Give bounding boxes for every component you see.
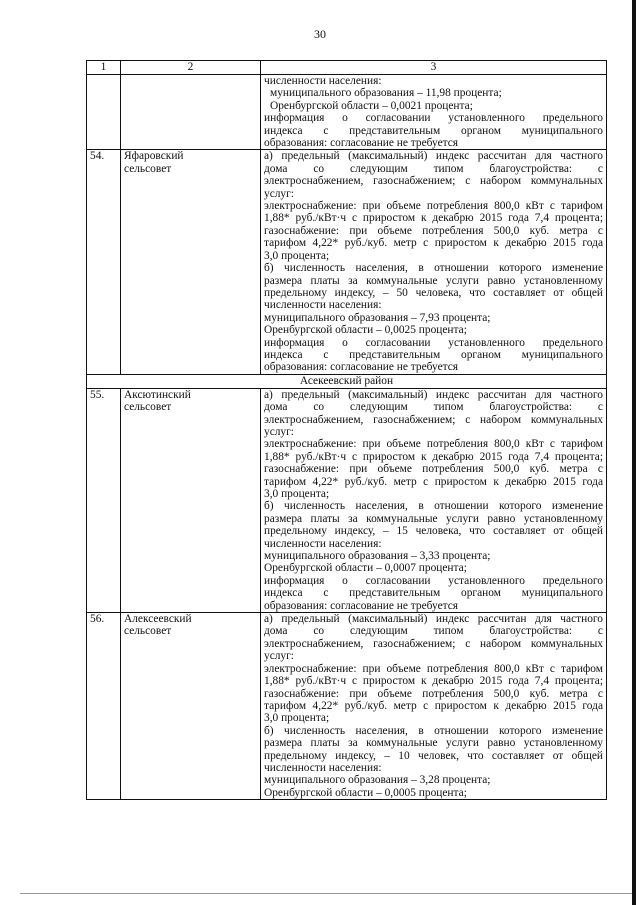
row-number: 55.	[87, 388, 121, 612]
content-line: предельному индексу, – 15 человека, что составляет от общей	[264, 525, 603, 538]
content-line: информация о согласовании установленного предельного	[264, 336, 603, 349]
content-line: муниципального образования – 11,98 процента;	[270, 87, 502, 100]
content-line: газоснабжение: при объеме потребления 500,0 куб. метра с	[264, 224, 603, 237]
row-name	[121, 75, 261, 150]
content-line: дома со следующим типом благоустройства: с	[264, 401, 603, 414]
content-line: 3,0 процента;	[264, 488, 330, 500]
content-line: 1,88* руб./кВт·ч с приростом к декабрю 2015 года 7,4 процента;	[264, 450, 603, 463]
row-content	[261, 75, 607, 150]
content-line: электроснабжение: при объеме потребления 800,0 кВт с тарифом	[264, 438, 603, 451]
page-number: 30	[314, 27, 326, 41]
row-name-line: сельсовет	[124, 162, 172, 175]
row-name-line: сельсовет	[124, 401, 172, 414]
content-line: электроснабжением, газоснабжением; с набором коммунальных	[264, 637, 603, 650]
header-col-2: 2	[121, 61, 261, 75]
content-line: муниципального образования – 3,28 процента;	[264, 774, 491, 787]
content-line: услуг:	[264, 650, 294, 663]
scan-bottom-line	[20, 893, 632, 894]
content-line: услуг:	[264, 187, 294, 200]
content-line: численности населения:	[264, 761, 382, 774]
district-name: Асекеевский район	[87, 374, 607, 388]
content-line: а) предельный (максимальный) индекс рассчитан для частного	[264, 150, 603, 163]
header-col-3: 3	[261, 61, 607, 75]
content-line: 3,0 процента;	[264, 249, 330, 262]
content-line: а) предельный (максимальный) индекс рассчитан для частного	[264, 388, 603, 401]
row-content	[261, 613, 607, 800]
row-name	[121, 150, 261, 374]
row-name	[121, 613, 261, 800]
content-line: электроснабжение: при объеме потребления 800,0 кВт с тарифом	[264, 662, 603, 675]
content-line: предельному индексу, – 10 человек, что составляет от общей	[264, 749, 603, 762]
content-line: электроснабжением, газоснабжением; с набором коммунальных	[264, 175, 603, 188]
row-content	[261, 150, 607, 374]
content-line: тарифом 4,22* руб./куб. метр с приростом к декабрю 2015 года	[264, 237, 603, 250]
content-line: дома со следующим типом благоустройства: с	[264, 625, 603, 638]
content-line: 1,88* руб./кВт·ч с приростом к декабрю 2015 года 7,4 процента;	[264, 212, 603, 225]
row-name	[121, 388, 261, 612]
content-line: Оренбургской области – 0,0025 процента;	[264, 324, 467, 337]
content-line: Оренбургской области – 0,0007 процента;	[264, 562, 467, 575]
content-line: газоснабжение: при объеме потребления 500,0 куб. метра с	[264, 463, 603, 476]
content-line: размера платы за коммунальные услуги равно установленному	[264, 737, 603, 750]
row-name-line: сельсовет	[124, 625, 172, 638]
row-number: 54.	[87, 150, 121, 374]
content-line: электроснабжение: при объеме потребления 800,0 кВт с тарифом	[264, 200, 603, 213]
content-line: информация о согласовании установленного предельного	[264, 574, 603, 587]
table-header-row	[87, 61, 607, 75]
content-line: тарифом 4,22* руб./куб. метр с приростом к декабрю 2015 года	[264, 475, 603, 488]
row-number	[87, 75, 121, 150]
content-line: дома со следующим типом благоустройства: с	[264, 162, 603, 175]
content-line: индекса с представительным органом муниципального	[264, 348, 603, 361]
content-line: размера платы за коммунальные услуги равно установленному	[264, 512, 603, 525]
row-name-line: Алексеевский	[124, 613, 192, 626]
table-row	[87, 150, 607, 374]
content-line: численности населения:	[264, 537, 382, 550]
tariff-table	[86, 60, 607, 800]
content-line: образования: согласование не требуется	[264, 361, 459, 374]
content-line: образования: согласование не требуется	[264, 137, 459, 150]
row-content	[261, 388, 607, 612]
content-line: муниципального образования – 3,33 процента;	[264, 550, 491, 563]
content-line: б) численность населения, в отношении которого изменение	[264, 724, 603, 737]
content-line: образования: согласование не требуется	[264, 599, 459, 612]
content-line: предельному индексу, – 50 человека, что составляет от общей	[264, 286, 603, 299]
content-line: 3,0 процента;	[264, 712, 330, 725]
content-line: численности населения:	[264, 299, 382, 312]
row-number: 56.	[87, 613, 121, 800]
content-line: размера платы за коммунальные услуги равно установленному	[264, 274, 603, 287]
table-row	[87, 388, 607, 612]
content-line: тарифом 4,22* руб./куб. метр с приростом к декабрю 2015 года	[264, 699, 603, 712]
district-row	[87, 374, 607, 388]
content-line: индекса с представительным органом муниципального	[264, 587, 603, 600]
content-line: Оренбургской области – 0,0005 процента;	[264, 786, 467, 799]
content-line: муниципального образования – 7,93 процента;	[264, 311, 491, 324]
content-line: индекса с представительным органом муниципального	[264, 124, 603, 137]
content-line: а) предельный (максимальный) индекс рассчитан для частного	[264, 613, 603, 626]
table-row-continuation	[87, 75, 607, 150]
content-line: услуг:	[264, 425, 294, 438]
table-row	[87, 613, 607, 800]
content-line: электроснабжением, газоснабжением; с набором коммунальных	[264, 413, 603, 426]
header-col-1: 1	[87, 61, 121, 75]
row-name-line: Яфаровский	[124, 150, 184, 163]
content-line: информация о согласовании установленного предельного	[264, 112, 603, 125]
content-line: б) численность населения, в отношении которого изменение	[264, 262, 603, 275]
scan-edge-bar	[632, 0, 636, 905]
content-line: Оренбургской области – 0,0021 процента;	[270, 99, 473, 112]
content-line: б) численность населения, в отношении которого изменение	[264, 500, 603, 513]
row-name-line: Аксютинский	[124, 388, 191, 401]
content-line: 1,88* руб./кВт·ч с приростом к декабрю 2015 года 7,4 процента;	[264, 675, 603, 688]
content-line: численности населения:	[264, 75, 382, 87]
content-line: газоснабжение: при объеме потребления 500,0 куб. метра с	[264, 687, 603, 700]
